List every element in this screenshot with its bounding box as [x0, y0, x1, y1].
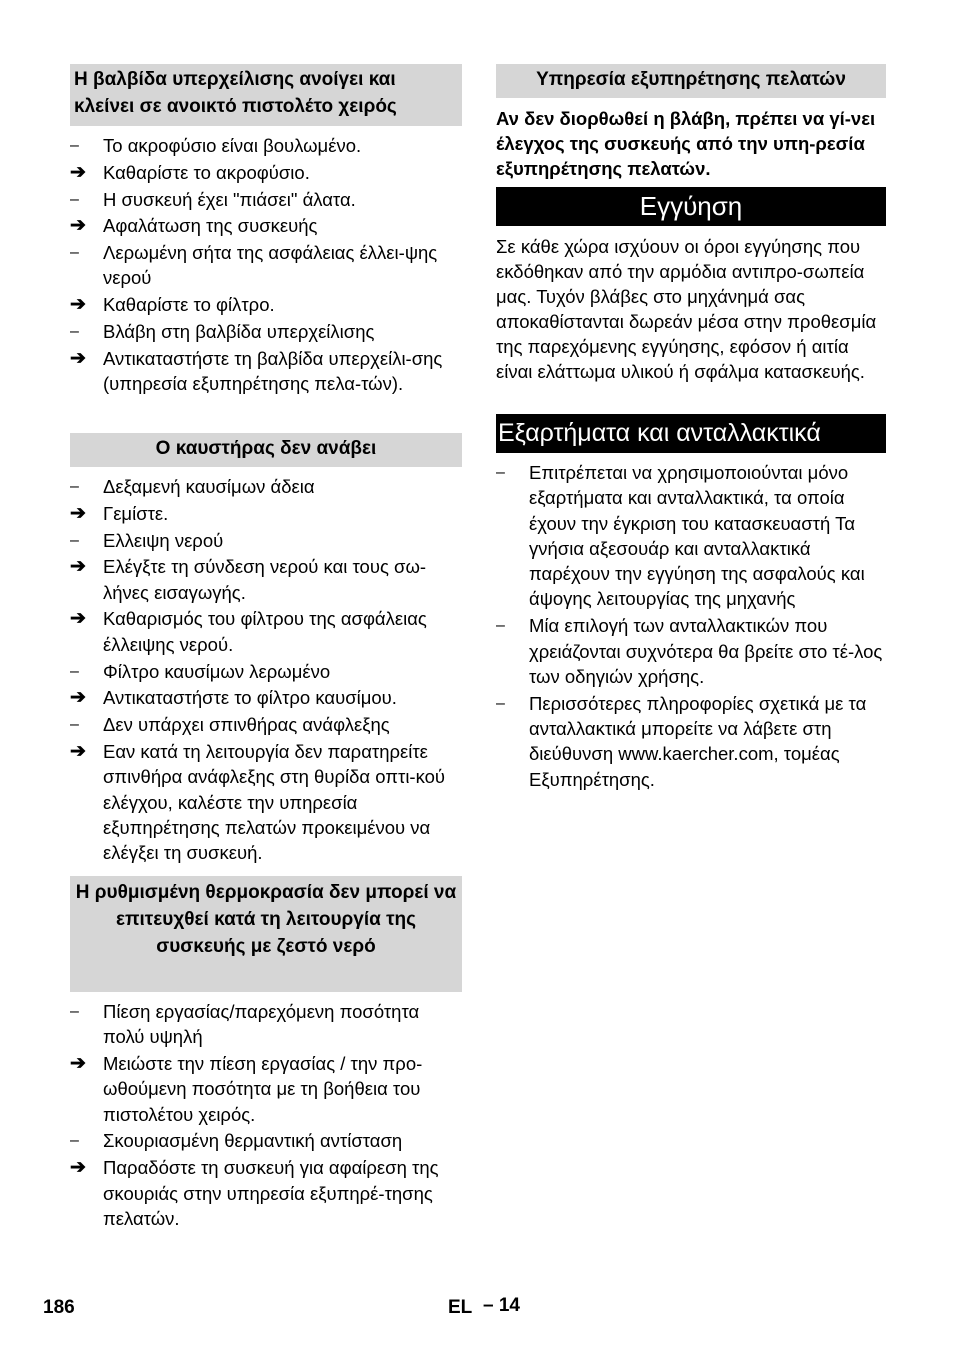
dash-icon: – [70, 190, 79, 208]
item-text: Λερωμένη σήτα της ασφάλειας έλλει-ψης νερού [103, 242, 438, 289]
section-heading-customer-service: Υπηρεσία εξυπηρέτησης πελατών [496, 64, 886, 98]
problem-item [496, 460, 886, 612]
arrow-right-icon: ➔ [70, 740, 86, 762]
page-number: 186 [43, 1297, 75, 1318]
problem-item [70, 999, 462, 1050]
item-text: Μειώστε την πίεση εργασίας / την προ-ωθούμενη ποσότητα με τη βοήθεια του πιστολέτου χειρός. [103, 1053, 423, 1125]
language-code: EL [448, 1297, 473, 1318]
action-item [70, 160, 462, 185]
item-text: Ελέγξτε τη σύνδεση νερού και τους σω-λήνες εισαγωγής. [103, 556, 427, 603]
arrow-right-icon: ➔ [70, 556, 86, 578]
item-text: Επιτρέπεται να χρησιμοποιούνται μόνο εξαρτήματα και ανταλλακτικά, τα οποία έχουν την έγκριση του κατασκευαστή Τα γνήσια αξεσουάρ και ανταλλακτικά παρέχουν την εγγύηση της ασφαλούς και άψογης λειτουργίας της μηχανής [529, 462, 865, 610]
action-item [70, 606, 462, 657]
item-text: Σκουριασμένη θερμαντική αντίσταση [103, 1130, 403, 1152]
dash-icon: – [70, 478, 79, 495]
action-item [70, 554, 462, 605]
dash-icon: – [70, 531, 79, 549]
arrow-right-icon: ➔ [70, 1157, 86, 1179]
dash-icon: – [70, 662, 79, 680]
arrow-right-icon: ➔ [70, 215, 86, 237]
section-heading-temperature: Η ρυθμισμένη θερμοκρασία δεν μπορεί να επιτευχθεί κατά τη λειτουργία της συσκευής με ζεστό νερό [70, 876, 462, 992]
action-item [70, 1051, 462, 1127]
action-item [70, 501, 462, 526]
arrow-right-icon: ➔ [70, 1053, 86, 1075]
item-text: Δεξαμενή καυσίμων άδεια [103, 476, 315, 497]
troubleshooting-list-burner [70, 474, 462, 867]
warranty-text: Σε κάθε χώρα ισχύουν οι όροι εγγύησης που εκδόθηκαν από την αρμόδια αντιπρο-σωπεία μας. Τυχόν βλάβες στο μηχάνημά σας αποκαθίστανται δωρεάν μέσα στην προθεσμία της παρεχόμενης εγγύησης, εφόσον ή αιτία είναι ελάττωμα υλικού ή σφάλμα κατασκευής. [496, 236, 877, 382]
section-heading-burner-not-igniting: Ο καυστήρας δεν ανάβει [70, 433, 462, 467]
warranty-heading: Εγγύηση [496, 187, 886, 226]
action-item [70, 685, 462, 710]
action-item [70, 346, 462, 397]
problem-item [70, 528, 462, 553]
item-text: Δεν υπάρχει σπινθήρας ανάφλεξης [103, 714, 390, 736]
problem-item [496, 691, 886, 792]
problem-item [70, 1128, 462, 1153]
troubleshooting-list-overflow-valve [70, 133, 462, 398]
problem-item [496, 613, 886, 689]
item-text: Η συσκευή έχει "πιάσει" άλατα. [103, 188, 356, 210]
dash-icon: – [496, 694, 505, 712]
arrow-right-icon: ➔ [70, 161, 86, 183]
dash-icon: – [70, 244, 79, 262]
dash-icon: – [70, 323, 79, 341]
problem-item [70, 133, 462, 158]
item-text: Καθαρίστε το φίλτρο. [103, 294, 275, 316]
item-text: Γεμίστε. [103, 502, 169, 524]
parts-list [496, 460, 886, 793]
customer-service-text: Αν δεν διορθωθεί η βλάβη, πρέπει να γί-νει έλεγχος της συσκευής από την υπη-ρεσία εξυπηρέτησης πελατών. [496, 108, 876, 179]
item-text: Αντικαταστήστε το φίλτρο καυσίμου. [103, 687, 397, 709]
arrow-right-icon: ➔ [70, 294, 86, 316]
problem-item [70, 187, 462, 212]
item-text: Περισσότερες πληροφορίες σχετικά με τα ανταλλακτικά μπορείτε να λάβετε στη διεύθυνση www.kaercher.com, τομέας Εξυπηρέτησης. [529, 692, 867, 790]
item-text: Το ακροφύσιο είναι βουλωμένο. [103, 135, 362, 156]
item-text: Καθαρισμός του φίλτρου της ασφάλειας έλλειψης νερού. [103, 608, 427, 655]
item-text: Αφαλάτωση της συσκευής [103, 215, 318, 237]
item-text: Καθαρίστε το ακροφύσιο. [103, 161, 310, 183]
dash-icon: – [70, 1132, 79, 1150]
dash-icon: – [496, 617, 505, 635]
troubleshooting-list-temperature [70, 999, 462, 1233]
sub-page-number: – 14 [483, 1295, 520, 1316]
parts-heading: Εξαρτήματα και ανταλλακτικά [496, 414, 886, 453]
item-text: Μία επιλογή των ανταλλακτικών που χρειάζονται συχνότερα θα βρείτε στο τέ-λος των οδηγιών χρήσης. [529, 615, 883, 687]
item-text: Βλάβη στη βαλβίδα υπερχείλισης [103, 321, 375, 343]
problem-item [70, 474, 462, 499]
dash-icon: – [70, 1003, 79, 1020]
dash-icon: – [70, 137, 79, 154]
item-text: Πίεση εργασίας/παρεχόμενη ποσότητα πολύ υψηλή [103, 1001, 420, 1048]
item-text: Ελλειψη νερού [103, 529, 224, 551]
action-item [70, 292, 462, 317]
arrow-right-icon: ➔ [70, 502, 86, 524]
dash-icon: – [70, 716, 79, 734]
problem-item [70, 712, 462, 737]
item-text: Φίλτρο καυσίμων λερωμένο [103, 660, 331, 682]
dash-icon: – [496, 464, 505, 481]
arrow-right-icon: ➔ [70, 608, 86, 630]
arrow-right-icon: ➔ [70, 347, 86, 369]
item-text: Αντικαταστήστε τη βαλβίδα υπερχείλι-σης (υπηρεσία εξυπηρέτησης πελα-τών). [103, 347, 443, 395]
section-heading-overflow-valve: Η βαλβίδα υπερχείλισης ανοίγει και κλείνει σε ανοικτό πιστολέτο χειρός [70, 64, 462, 126]
action-item [70, 213, 462, 238]
arrow-right-icon: ➔ [70, 687, 86, 709]
item-text: Εαν κατά τη λειτουργία δεν παρατηρείτε σπινθήρα ανάφλεξης στη θυρίδα οπτι-κού ελέγχου, καλέστε την υπηρεσία εξυπηρέτησης πελατών προκειμένου να ελέγξει τη συσκευή. [103, 740, 446, 864]
action-item [70, 1155, 462, 1231]
action-item [70, 739, 462, 865]
problem-item [70, 659, 462, 684]
problem-item [70, 240, 462, 291]
problem-item [70, 319, 462, 344]
item-text: Παραδόστε τη συσκευή για αφαίρεση της σκουριάς στην υπηρεσία εξυπηρέ-τησης πελατών. [103, 1157, 439, 1229]
